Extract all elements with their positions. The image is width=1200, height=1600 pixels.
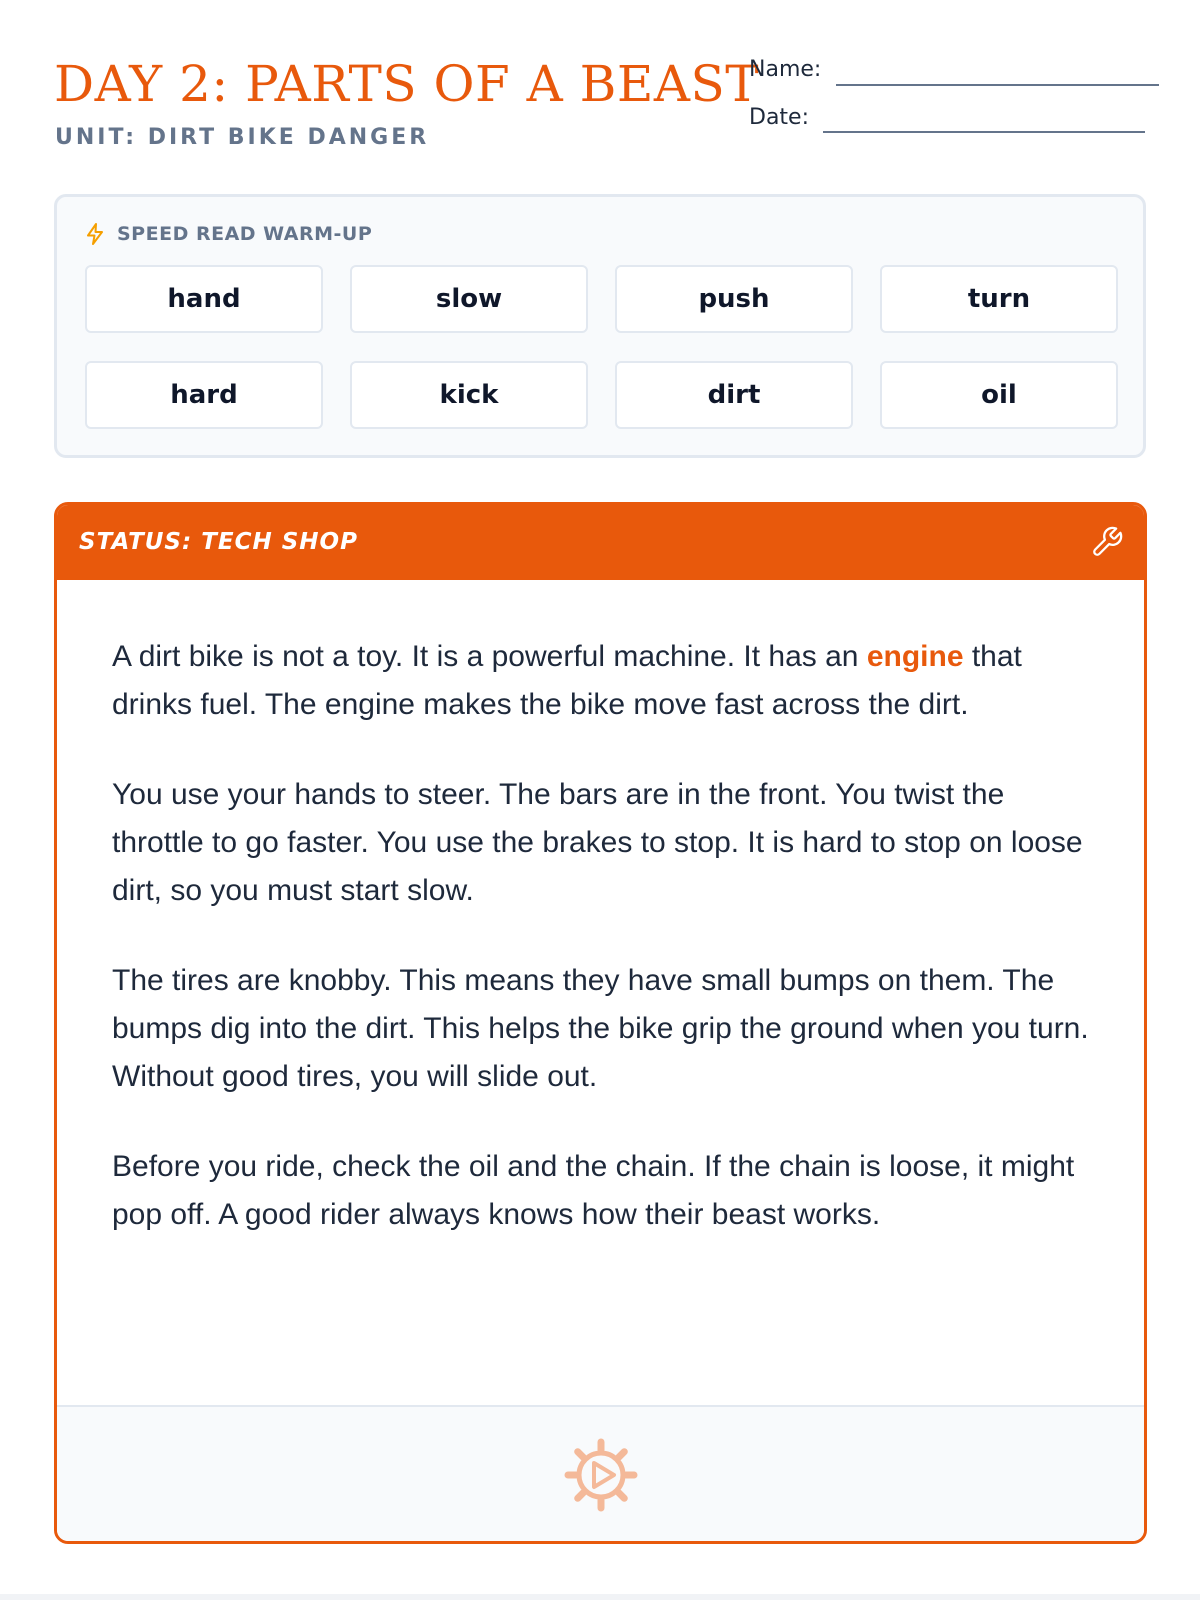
- passage-paragraph: You use your hands to steer. The bars are in the front. You twist the throttle to go faster. You use the brakes to stop. It is hard to stop on loose dirt, so you must start slow.: [112, 778, 1083, 907]
- name-field[interactable]: [836, 84, 1159, 86]
- date-field[interactable]: [823, 131, 1145, 133]
- word-card: hand: [85, 265, 323, 333]
- name-label: Name:: [749, 57, 822, 82]
- paragraph-text: A dirt bike is not a toy. It is a powerful machine. It has an: [112, 640, 867, 673]
- word-grid: [85, 265, 1116, 429]
- word-card: dirt: [615, 361, 853, 429]
- speed-read-panel: [54, 194, 1146, 458]
- card-header: [57, 505, 1144, 580]
- word-card: kick: [350, 361, 588, 429]
- word-card: slow: [350, 265, 588, 333]
- passage-paragraph: [112, 633, 1102, 729]
- warmup-heading: [85, 221, 372, 247]
- word-card: oil: [880, 361, 1118, 429]
- reading-passage: [112, 633, 1102, 1281]
- warmup-title: SPEED READ WARM-UP: [117, 223, 373, 245]
- date-label: Date:: [749, 105, 809, 130]
- unit-subtitle: UNIT: DIRT BIKE DANGER: [55, 125, 430, 150]
- word-card: push: [615, 265, 853, 333]
- card-footer: [57, 1405, 1144, 1541]
- gear-icon: [563, 1437, 639, 1517]
- passage-paragraph: Before you ride, check the oil and the chain. If the chain is loose, it might pop off. A good rider always knows how their beast works.: [112, 1150, 1075, 1231]
- lightning-icon: [85, 223, 105, 245]
- status-label: STATUS: TECH SHOP: [79, 529, 358, 555]
- word-card: turn: [880, 265, 1118, 333]
- page-title: DAY 2: PARTS OF A BEAST: [54, 55, 760, 113]
- paragraph-text: that drinks fuel. The engine makes the bike move fast across the dirt.: [112, 640, 1022, 721]
- word-card: hard: [85, 361, 323, 429]
- wrench-icon: [1090, 525, 1124, 563]
- reading-card: [54, 502, 1147, 1544]
- highlighted-word: engine: [866, 640, 964, 673]
- passage-paragraph: The tires are knobby. This means they have small bumps on them. The bumps dig into the dirt. This helps the bike grip the ground when you turn. Without good tires, you will slide out.: [112, 964, 1089, 1093]
